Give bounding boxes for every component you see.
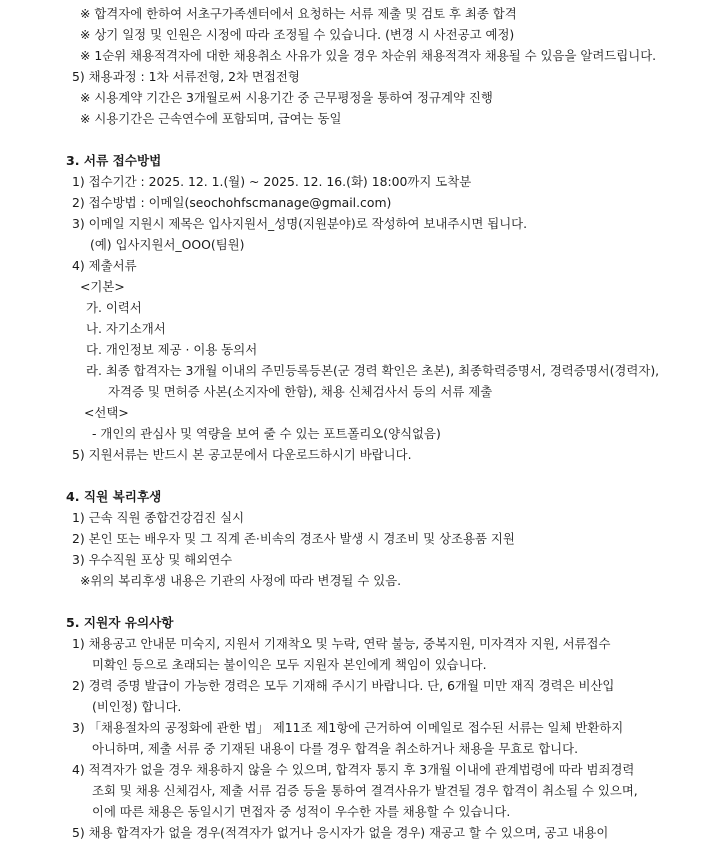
text-line: 3) 이메일 지원시 제목은 입사지원서_성명(지원분야)로 작성하여 보내주시면 됩니다. [72,216,528,231]
text-line: 2) 본인 또는 배우자 및 그 직계 존·비속의 경조사 발생 시 경조비 및 상조용품 지원 [72,531,515,546]
text-line: <선택> [84,405,129,420]
section-heading: 4. 직원 복리후생 [66,489,162,504]
text-line: (비인정) 합니다. [92,699,182,714]
text-line: 5) 채용과정 : 1차 서류전형, 2차 면접전형 [72,69,300,84]
text-line: 자격증 및 면허증 사본(소지자에 한함), 채용 신체검사서 등의 서류 제출 [108,384,493,399]
text-line: 아니하며, 제출 서류 중 기재된 내용이 다를 경우 합격을 취소하거나 채용을 무효로 합니다. [92,741,579,756]
text-line: 5) 채용 합격자가 없을 경우(적격자가 없거나 응시자가 없을 경우) 재공고 할 수 있으며, 공고 내용이 [72,825,609,840]
text-line: 3) 「채용절차의 공정화에 관한 법」 제11조 제1항에 근거하여 이메일로 접수된 서류는 일체 반환하지 [72,720,624,735]
text-line: ※ 1순위 채용적격자에 대한 채용취소 사유가 있을 경우 차순위 채용적격자 채용될 수 있음을 알려드립니다. [80,48,657,63]
text-line: 3) 우수직원 포상 및 해외연수 [72,552,233,567]
text-line: 2) 접수방법 : 이메일(seochohfscmanage@gmail.com) [72,195,392,210]
text-line: ※위의 복리후생 내용은 기관의 사정에 따라 변경될 수 있음. [80,573,402,588]
text-line: 1) 접수기간 : 2025. 12. 1.(월) ~ 2025. 12. 16.(화) 18:00까지 도착분 [72,174,472,189]
text-line: 2) 경력 증명 발급이 가능한 경력은 모두 기재해 주시기 바랍니다. 단, 6개월 미만 재직 경력은 비산입 [72,678,615,693]
text-line: 1) 채용공고 안내문 미숙지, 지원서 기재착오 및 누락, 연락 불능, 중복지원, 미자격자 지원, 서류접수 [72,636,611,651]
text-line: - 개인의 관심사 및 역량을 보여 줄 수 있는 포트폴리오(양식없음) [92,426,441,441]
section-heading: 5. 지원자 유의사항 [66,615,174,630]
text-line: 다. 개인정보 제공 · 이용 동의서 [86,342,258,357]
text-line: 1) 근속 직원 종합건강검진 실시 [72,510,245,525]
text-line: ※ 합격자에 한하여 서초구가족센터에서 요청하는 서류 제출 및 검토 후 최종 합격 [80,6,517,21]
text-line: 미확인 등으로 초래되는 불이익은 모두 지원자 본인에게 책임이 있습니다. [92,657,487,672]
text-line: ※ 시용계약 기간은 3개월로써 시용기간 중 근무평정을 통하여 정규계약 진행 [80,90,493,105]
text-line: 5) 지원서류는 반드시 본 공고문에서 다운로드하시기 바랍니다. [72,447,412,462]
text-line: 조회 및 채용 신체검사, 제출 서류 검증 등을 통하여 결격사유가 발견될 경우 합격이 취소될 수 있으며, [92,783,638,798]
text-line: 이에 따른 채용은 동일시기 면접자 중 성적이 우수한 자를 채용할 수 있습니다. [92,804,511,819]
text-line: 나. 자기소개서 [86,321,166,336]
text-line: 라. 최종 합격자는 3개월 이내의 주민등록등본(군 경력 확인은 초본), 최종학력증명서, 경력증명서(경력자), [86,363,660,378]
text-line: 가. 이력서 [86,300,142,315]
section-heading: 3. 서류 접수방법 [66,153,162,168]
text-line: 4) 적격자가 없을 경우 채용하지 않을 수 있으며, 합격자 통지 후 3개월 이내에 관계법령에 따라 범죄경력 [72,762,635,777]
text-line: 4) 제출서류 [72,258,137,273]
text-line: ※ 상기 일정 및 인원은 시정에 따라 조정될 수 있습니다. (변경 시 사전공고 예정) [80,27,515,42]
text-line: <기본> [80,279,125,294]
text-line: ※ 시용기간은 근속연수에 포함되며, 급여는 동일 [80,111,342,126]
text-line: (예) 입사지원서_OOO(팀원) [90,237,245,252]
